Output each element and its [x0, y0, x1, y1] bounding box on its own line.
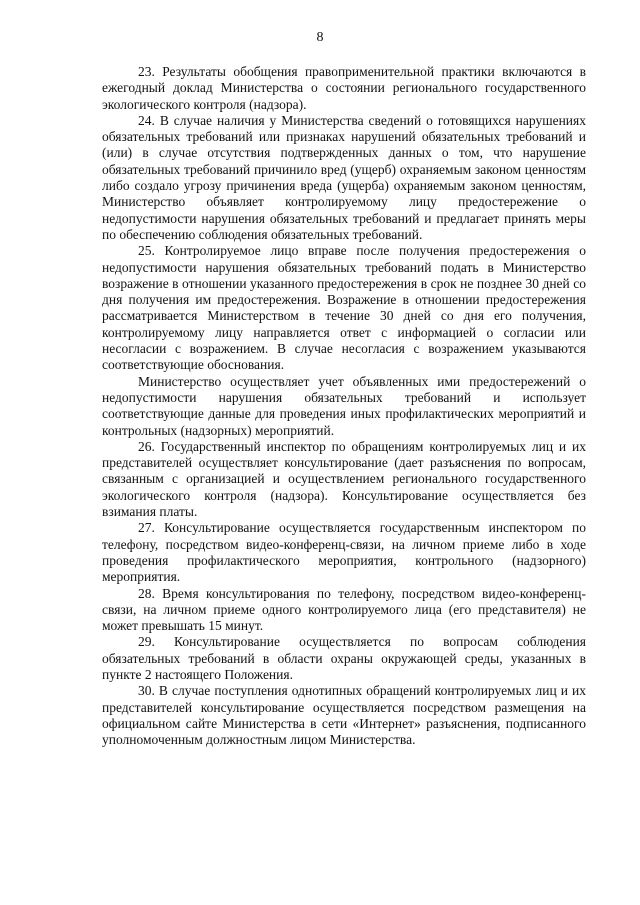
paragraph-29: 29. Консультирование осуществляется по вопросам соблюдения обязательных требований в области охраны окружающей среды, указанных в пункте 2 настоящего Положения.: [102, 634, 586, 682]
paragraph-28: 28. Время консультирования по телефону, посредством видео-конференц-связи, на личном приеме одного контролируемого лица (его представителя) не может превышать 15 минут.: [102, 585, 586, 634]
paragraph-30: 30. В случае поступления однотипных обращений контролируемых лиц и их представителей консультирование осуществляется посредством размещения на официальном сайте Министерства в сети «Интернет» разъяснения, подписанного уполномоченным должностным лицом Министерства.: [102, 683, 586, 748]
paragraph-24: 24. В случае наличия у Министерства сведений о готовящихся нарушениях обязательных требований или признаках нарушений обязательных требований и (или) в случае отсутствия подтвержденных данных о том, что нарушение обязательных требований причинило вред (ущерб) охраняемым законом ценностям либо создало угрозу причинения вреда (ущерба) охраняемым законом ценностям, Министерство объявляет контролируемому лицу предостережение о недопустимости нарушения обязательных требований и предлагает принять меры по обеспечению соблюдения обязательных требований.: [102, 112, 586, 242]
paragraph-25: 25. Контролируемое лицо вправе после получения предостережения о недопустимости нарушения обязательных требований подать в Министерство возражение в отношении указанного предостережения в срок не позднее 30 дней со дня получения им предостережения. Возражение в отношении предостережения рассматривается Министерством в течение 30 дней со дня его получения, контролируемому лицу направляется ответ с информацией о согласии или несогласии с возражением. В случае несогласия с возражением указываются соответствующие обоснования.: [102, 243, 586, 373]
paragraph-25-continued: Министерство осуществляет учет объявленных ими предостережений о недопустимости нарушения обязательных требований и использует соответствующие данные для проведения иных профилактических мероприятий и контрольных (надзорных) мероприятий.: [102, 373, 586, 438]
paragraph-26: 26. Государственный инспектор по обращениям контролируемых лиц и их представителей осуществляет консультирование (дает разъяснения по вопросам, связанным с организацией и осуществлением регионального государственного экологического контроля (надзора). Консультирование осуществляется без взимания платы.: [102, 438, 586, 520]
page-number: 8: [316, 30, 324, 45]
document-body: [102, 64, 586, 748]
paragraph-27: 27. Консультирование осуществляется государственным инспектором по телефону, посредством видео-конференц-связи, на личном приеме либо в ходе проведения профилактического мероприятия, контрольного (надзорного) мероприятия.: [102, 520, 586, 585]
paragraph-23: 23. Результаты обобщения правоприменительной практики включаются в ежегодный доклад Министерства о состоянии регионального государственного экологического контроля (надзора).: [102, 64, 586, 112]
